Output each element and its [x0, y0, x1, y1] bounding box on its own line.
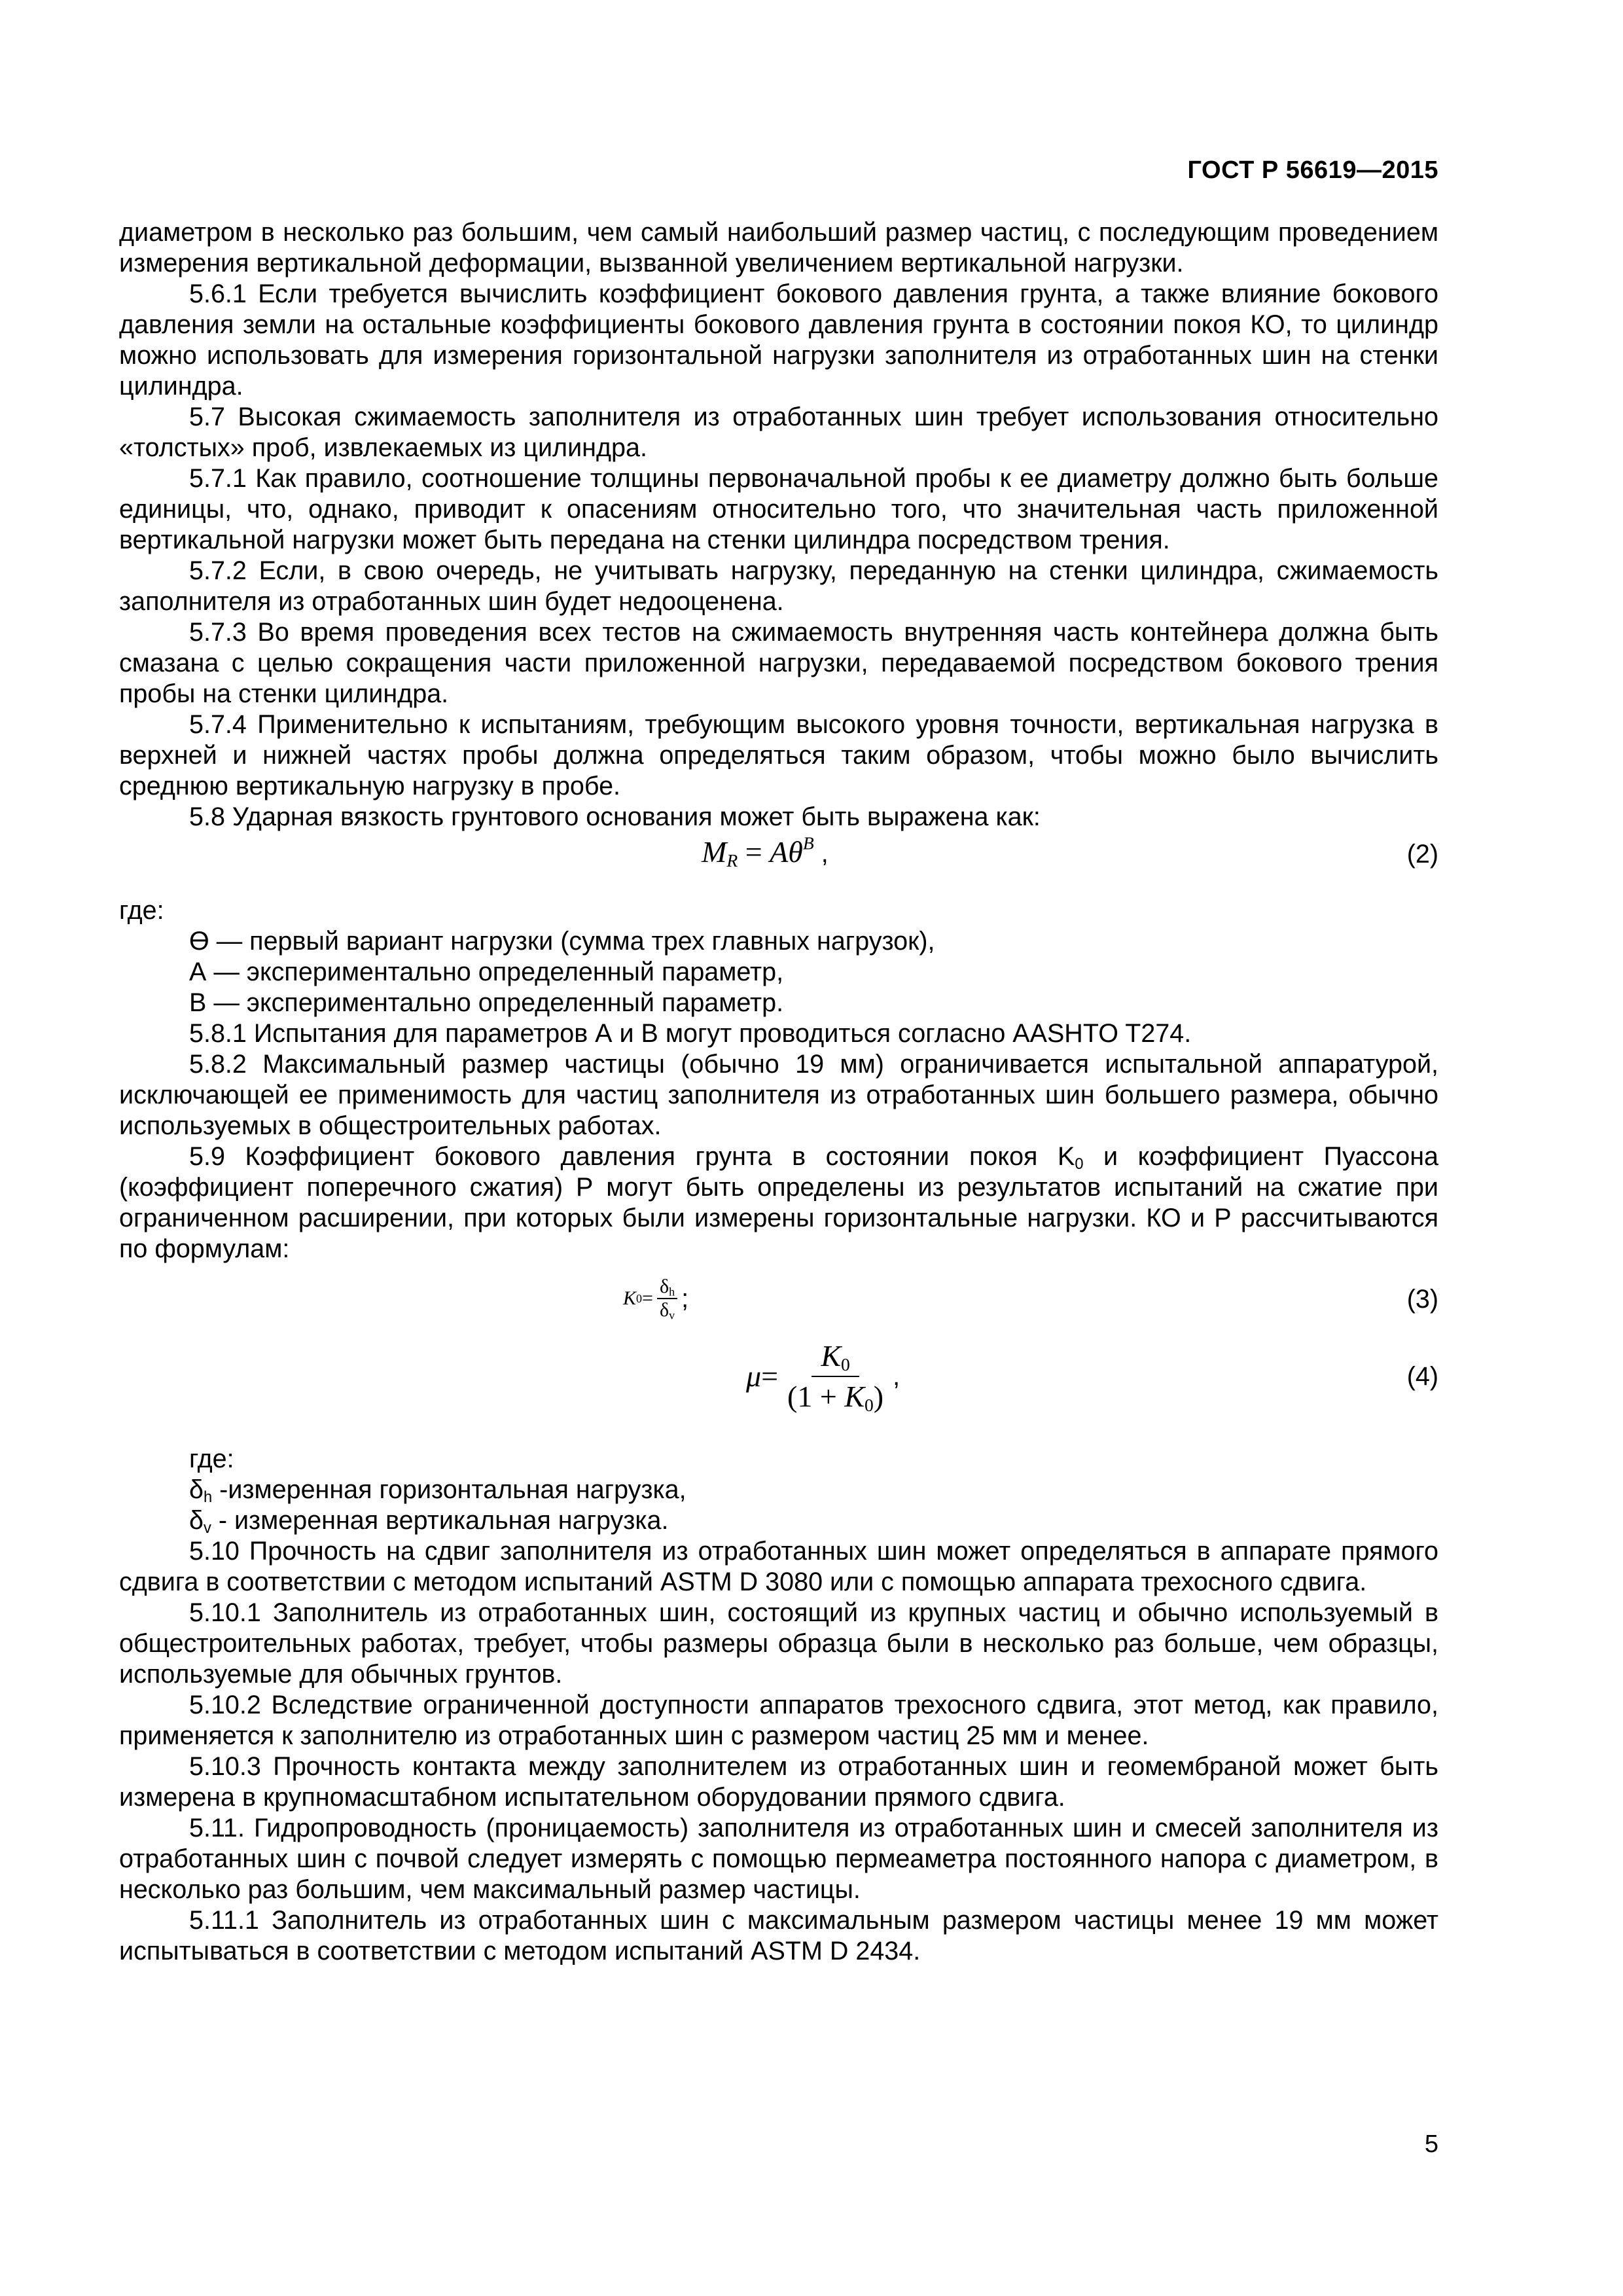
formula-2-number: (2): [1406, 840, 1438, 869]
paragraph: диаметром в несколько раз большим, чем самый наибольший размер частиц, с последующим проведением измерения вертикальной деформации, вызванной увеличением вертикальной нагрузки.: [119, 218, 1438, 278]
paragraph: 5.6.1 Если требуется вычислить коэффициент бокового давления грунта, а также влияние бокового давления земли на остальные коэффициенты бокового давления грунта в состоянии покоя КО, то цилиндр можно использовать для измерения горизонтальной нагрузки заполнителя из отработанных шин на стенки цилиндра.: [119, 279, 1438, 401]
page-number: 5: [1424, 2130, 1438, 2158]
paragraph: 5.7.4 Применительно к испытаниям, требующим высокого уровня точности, вертикальная нагрузка в верхней и нижней частях пробы должна определяться таким образом, чтобы можно было вычислить среднюю вертикальную нагрузку в пробе.: [119, 710, 1438, 800]
paragraph: 5.10.2 Вследствие ограниченной доступности аппаратов трехосного сдвига, этот метод, как правило, применяется к заполнителю из отработанных шин с размером частиц 25 мм и менее.: [119, 1691, 1438, 1750]
definition-a: А — экспериментально определенный параметр,: [189, 958, 784, 986]
paragraph: 5.11. Гидропроводность (проницаемость) заполнителя из отработанных шин и смесей заполнителя из отработанных шин с почвой следует измерять с помощью пермеаметра постоянного напора с диаметром, в несколько раз большим, чем максимальный размер частицы.: [119, 1814, 1438, 1904]
formula-2: [119, 833, 1438, 895]
formula-4-expression: μ = $\frac{K_0}{(1 + K_0)}$ ,: [746, 1339, 901, 1415]
fraction: $\frac{K_0}{(1 + K_0)}$: [787, 1339, 884, 1415]
fraction: $\frac{\delta_h}{\delta_v}$: [657, 1277, 677, 1320]
paragraph: 5.10.1 Заполнитель из отработанных шин, состоящий из крупных частиц и обычно используемый в общестроительных работах, требует, чтобы размеры образца были в несколько раз больше, чем образцы, используемые для обычных грунтов.: [119, 1598, 1438, 1689]
paragraph: 5.7 Высокая сжимаемость заполнителя из отработанных шин требует использования относительно «толстых» проб, извлекаемых из цилиндра.: [119, 403, 1438, 462]
paragraph: 5.8.2 Максимальный размер частицы (обычно 19 мм) ограничивается испытальной аппаратурой, исключающей ее применимость для частиц заполнителя из отработанных шин большего размера, обычно используемых в общестроительных работах.: [119, 1050, 1438, 1140]
formula-2-expression: $M_R = A\theta^B$ ,: [702, 833, 829, 870]
definition-theta: Ө — первый вариант нагрузки (сумма трех главных нагрузок),: [189, 927, 935, 956]
document-body: [119, 217, 1438, 1967]
paragraph: 5.11.1 Заполнитель из отработанных шин с максимальным размером частицы менее 19 мм может испытываться в соответствии с методом испытаний ASTM D 2434.: [119, 1906, 1438, 1965]
formula-4-number: (4): [1406, 1362, 1438, 1391]
formula-3-number: (3): [1406, 1285, 1438, 1314]
paragraph: 5.7.2 Если, в свою очередь, не учитывать нагрузку, переданную на стенки цилиндра, сжимаемость заполнителя из отработанных шин будет недооценена.: [119, 556, 1438, 616]
paragraph: 5.8 Ударная вязкость грунтового основания может быть выражена как:: [189, 802, 1041, 831]
document-code-header: ГОСТ Р 56619—2015: [1187, 156, 1438, 184]
definition-delta-v: $\delta_v$ - измеренная вертикальная нагрузка.: [189, 1506, 669, 1537]
paragraph: 5.7.1 Как правило, соотношение толщины первоначальной пробы к ее диаметру должно быть больше единицы, что, однако, приводит к опасениям относительно того, что значительная часть приложенной вертикальной нагрузки может быть передана на стенки цилиндра посредством трения.: [119, 464, 1438, 554]
where-label: где:: [119, 896, 164, 925]
where-label: где:: [189, 1444, 234, 1473]
definition-b: В — экспериментально определенный параметр.: [189, 988, 784, 1017]
definition-delta-h: $\delta_h$ -измеренная горизонтальная нагрузка,: [189, 1475, 687, 1506]
paragraph: 5.10 Прочность на сдвиг заполнителя из отработанных шин может определяться в аппарате прямого сдвига в соответствии с методом испытаний ASTM D 3080 или с помощью аппарата трехосного сдвига.: [119, 1537, 1438, 1596]
paragraph: 5.10.3 Прочность контакта между заполнителем из отработанных шин и геомембраной может быть измерена в крупномасштабном испытательном оборудовании прямого сдвига.: [119, 1752, 1438, 1812]
formula-3-expression: K 0 = $\frac{\delta_h}{\delta_v}$ ;: [623, 1276, 689, 1322]
paragraph: 5.8.1 Испытания для параметров А и В могут проводиться согласно AASHTO T274.: [189, 1019, 1192, 1048]
formula-3: [119, 1267, 1438, 1330]
paragraph: 5.9 Коэффициент бокового давления грунта в состоянии покоя $K_0$ и коэффициент Пуассона (коэффициент поперечного сжатия) Р могут быть определены из результатов испытаний на сжатие при ограниченном расширении, при которых были измерены горизонтальные нагрузки. КО и Р рассчитываются по формулам:: [119, 1142, 1438, 1263]
paragraph: 5.7.3 Во время проведения всех тестов на сжимаемость внутренняя часть контейнера должна быть смазана с целью сокращения части приложенной нагрузки, передаваемой посредством бокового трения пробы на стенки цилиндра.: [119, 618, 1438, 708]
formula-4: [119, 1334, 1438, 1419]
